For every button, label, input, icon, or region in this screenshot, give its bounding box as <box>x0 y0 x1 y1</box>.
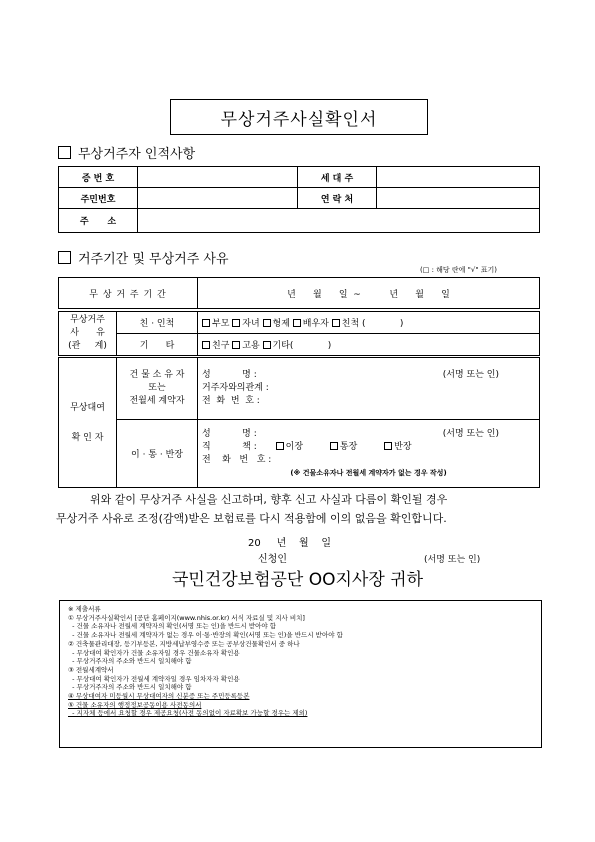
cert-no-label: 증 번 호 <box>59 167 138 188</box>
owner-label-2: 또는 <box>148 383 166 393</box>
note-item: - 무상대여 확인자가 전월세 계약자일 경우 임차자자 확인용 <box>68 674 240 683</box>
checkbox-icon <box>384 442 392 450</box>
owner-sign-label: (서명 또는 인) <box>442 370 499 380</box>
reason-label-bot: (관 계) <box>68 341 107 351</box>
owner-phone-label[interactable]: 전 화 번 호 : <box>202 396 260 406</box>
owner-label-1: 건 물 소 유 자 <box>129 370 185 380</box>
relative-options <box>198 312 540 334</box>
other-options <box>198 334 540 356</box>
applicant-sign-label: (서명 또는 인) <box>424 555 481 565</box>
official-fields <box>198 420 540 488</box>
checkbox-icon <box>332 319 340 327</box>
note-item: ② 건축물관리대장, 등기부등본, 지방세납부영수증 또는 공부상건물확인서 중 하나 <box>68 639 300 648</box>
option-parent[interactable]: 부모 <box>202 319 229 329</box>
option-friend[interactable]: 친구 <box>202 341 229 351</box>
checkbox-square-icon <box>58 146 71 159</box>
official-label: 이 · 통 · 반장 <box>117 420 198 488</box>
option-banjang[interactable]: 반장 <box>384 442 411 452</box>
household-head-label: 세 대 주 <box>298 167 377 188</box>
owner-name-label[interactable]: 성 명 : <box>202 370 257 380</box>
other-label: 기 타 <box>117 334 198 356</box>
checkbox-square-icon <box>58 251 71 264</box>
confirm-label-bot: 확 인 자 <box>71 432 104 443</box>
owner-label-3: 전월세 계약자 <box>129 396 185 406</box>
checkbox-icon <box>293 319 301 327</box>
reason-label <box>59 312 117 356</box>
official-note: (※ 건물소유자나 전월세 계약자가 없는 경우 작성) <box>290 468 447 477</box>
option-relative[interactable]: 친척 ( ) <box>332 319 404 329</box>
note-item: - 무상대여 확인자가 건물 소유자일 경우 건물소유자 확인용 <box>68 648 240 657</box>
option-other[interactable]: 기타( ) <box>263 341 332 351</box>
note-item: ⑤ 건물 소유자의 행정정보공동이용 사전동의서 <box>68 700 202 709</box>
contact-field[interactable] <box>377 188 540 209</box>
addressee: 국민건강보험공단 OO지사장 귀하 <box>171 570 424 590</box>
notes-heading: ※ 제출서류 <box>68 605 101 613</box>
period-field[interactable]: 년 월 일 ~ 년 월 일 <box>198 278 540 309</box>
relative-label: 친 · 인척 <box>117 312 198 334</box>
note-item: ④ 무상대여자 미등월시 무상대여자의 신분증 또는 주민등록등본 <box>68 692 250 701</box>
owner-label <box>117 358 198 420</box>
owner-relation-label[interactable]: 거주자와의관계 : <box>202 383 269 393</box>
official-sign-label: (서명 또는 인) <box>442 428 499 439</box>
reason-label-mid: 사 유 <box>70 328 105 338</box>
contact-label: 연 락 처 <box>298 188 377 209</box>
section-personal-info <box>58 143 195 162</box>
checkbox-icon <box>276 442 284 450</box>
notes-box <box>59 600 542 748</box>
option-spouse[interactable]: 배우자 <box>293 319 329 329</box>
section-period-reason-title: 거주기간 및 무상거주 사유 <box>78 252 229 267</box>
checkbox-icon <box>202 319 210 327</box>
note-item: - 건물 소유자나 전월세 계약자의 확인(서명 또는 인)을 반드시 받아야 함 <box>68 622 277 631</box>
note-item: ① 무상거주사실확인서 [공단 홈페이지(www.nhis.or.kr) 서식 자료실 및 지사 비치] <box>68 613 305 622</box>
resident-no-field[interactable] <box>138 188 298 209</box>
section-personal-info-title: 무상거주자 인적사항 <box>78 147 196 162</box>
personal-info-table <box>58 166 540 233</box>
section-period-reason <box>58 248 229 267</box>
checkbox-icon <box>232 341 240 349</box>
note-item: - 무상거주자의 주소와 반드시 일치해야 함 <box>68 657 192 666</box>
official-name-label[interactable]: 성 명 : <box>202 428 257 439</box>
option-child[interactable]: 자녀 <box>232 319 259 329</box>
option-ijang[interactable]: 이장 <box>276 442 303 452</box>
option-tongjang[interactable]: 통장 <box>330 442 357 452</box>
note-item: - 지자체 등에서 요청할 경우 제공요청(사전 동의없이 자료확보 가능할 경우는 제외) <box>68 709 308 718</box>
checkbox-icon <box>202 341 210 349</box>
official-role-label: 직 책 : <box>202 441 257 452</box>
note-item: - 건물 소유자나 전월세 계약자가 없는 경우 이·통·반장의 확인(서명 또는 인)을 반드시 받아야 함 <box>68 631 343 640</box>
address-label: 주 소 <box>59 209 138 233</box>
resident-no-label: 주민번호 <box>59 188 138 209</box>
period-table <box>58 277 540 309</box>
reason-label-top: 무상거주 <box>70 315 105 325</box>
confirm-label <box>59 358 117 488</box>
option-sibling[interactable]: 형제 <box>263 319 290 329</box>
option-employment[interactable]: 고용 <box>232 341 259 351</box>
cert-no-field[interactable] <box>138 167 298 188</box>
official-role-row <box>202 441 535 454</box>
period-label: 무 상 거 주 기 간 <box>59 278 198 309</box>
reason-table <box>58 311 540 356</box>
applicant-label: 신청인 <box>258 554 287 565</box>
page-title: 무상거주사실확인서 <box>170 99 428 135</box>
confirm-label-top: 무상대여 <box>70 402 105 413</box>
official-phone-label[interactable]: 전 화 번 호 : <box>202 454 272 465</box>
address-field[interactable] <box>138 209 540 233</box>
statement-line-2: 무상거주 사유로 조정(감액)받은 보험료를 다시 적용함에 이의 없음을 확인합니다. <box>56 512 447 525</box>
checkbox-icon <box>232 319 240 327</box>
note-item: ③ 전월세계약서 <box>68 665 114 674</box>
check-hint: (□ : 해당 란에 "√" 표기) <box>420 266 498 274</box>
owner-fields <box>198 358 540 420</box>
note-item: - 무상거주자의 주소와 반드시 일치해야 함 <box>68 683 192 692</box>
confirm-table <box>58 357 540 488</box>
statement-line-1: 위와 같이 무상거주 사실을 신고하며, 향후 신고 사실과 다름이 확인될 경우 <box>90 493 448 506</box>
date-line[interactable]: 20 년 월 일 <box>248 538 332 549</box>
checkbox-icon <box>330 442 338 450</box>
checkbox-icon <box>263 319 271 327</box>
checkbox-icon <box>263 341 271 349</box>
household-head-field[interactable] <box>377 167 540 188</box>
